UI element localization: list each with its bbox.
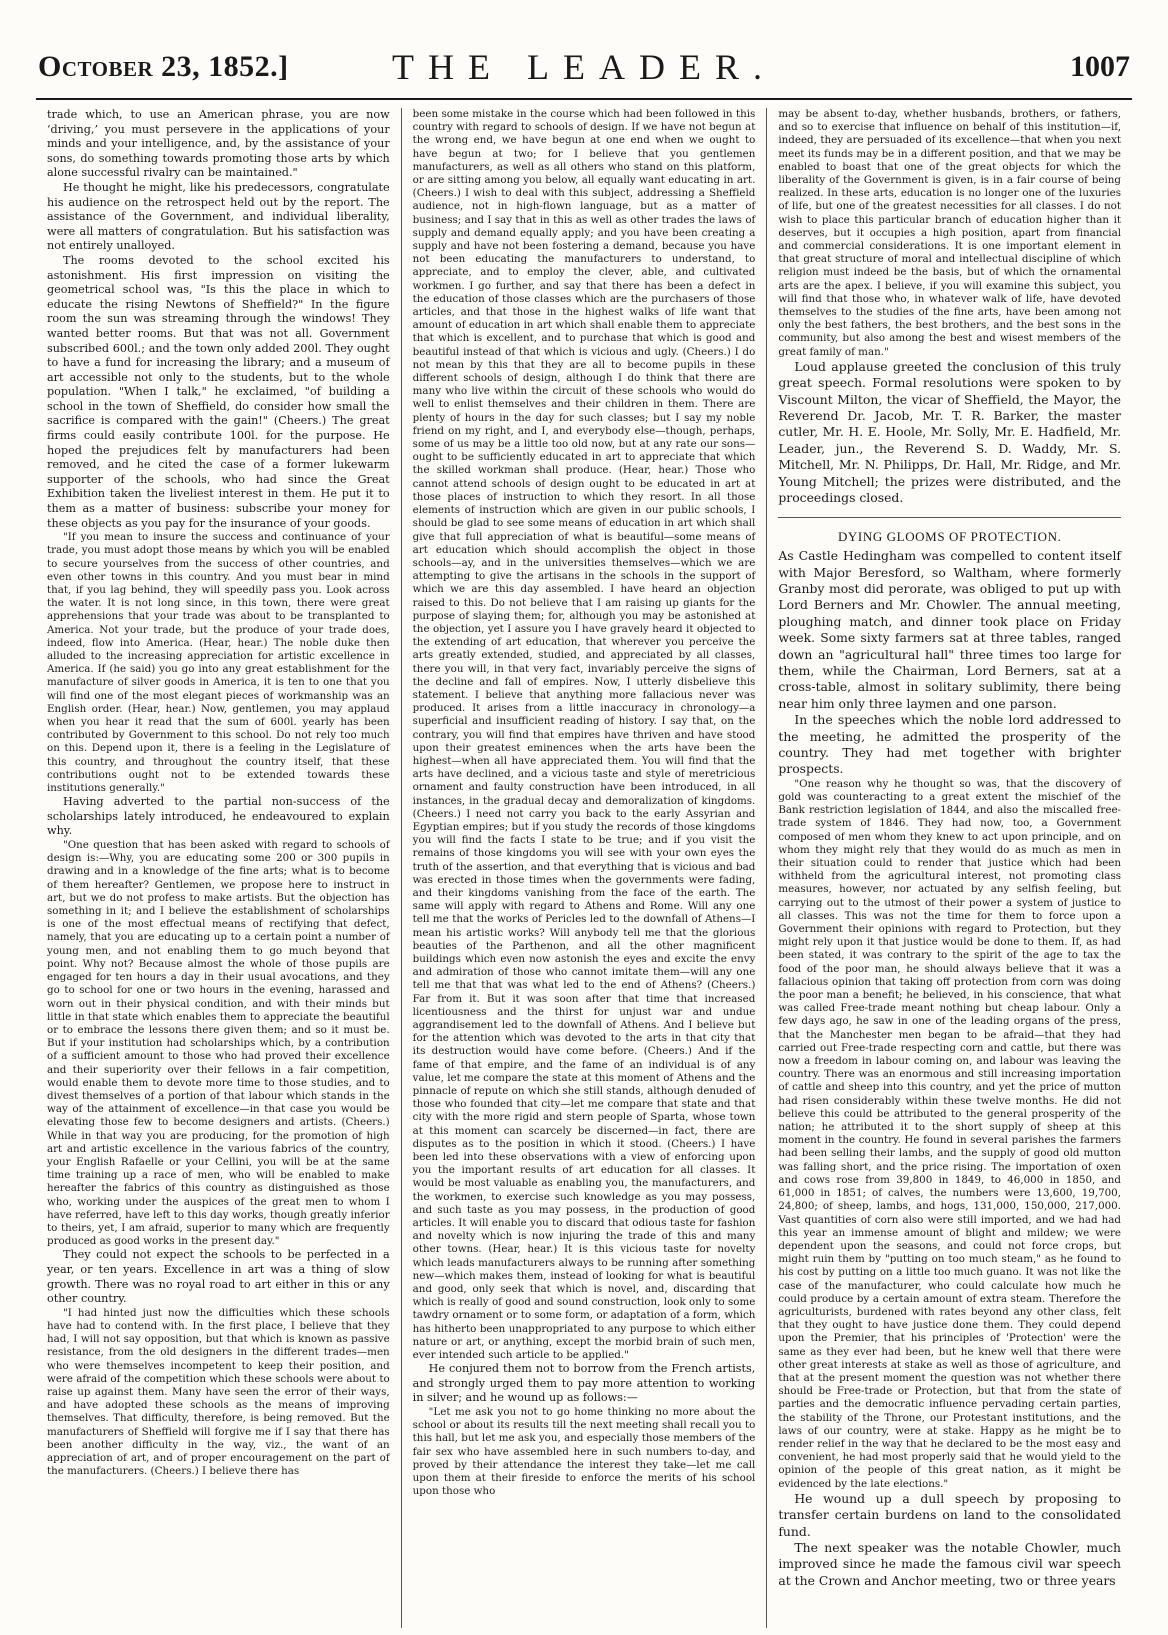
section-heading: DYING GLOOMS OF PROTECTION. <box>778 517 1121 545</box>
paragraph: "One question that has been asked with regard to schools of design is:—Why, you are educating some 200 or 300 pupils in drawing and in a knowledge of the fine arts; what is to become of them hereafter? Gentlemen, we propose here to instruct in art, but we do not profess to make artists. But the objection has something in it; and I believe the establishment of scholarships is one of the most effectual means of rectifying that defect, namely, that you are educating up to a certain point a number of young men, and not enabling them to go much beyond that point. Why not? Because almost the whole of those pupils are engaged for ten hours a day in their usual avocations, and they go to school for one or two hours in the evening, harassed and worn out in their physical condition, and with their minds but little in that state which enables them to appreciate the beautiful or to embrace the lessons there given them; and so it must be. But if your institution had scholarships which, by a contribution of a sufficient amount to those who had proved their excellence and their superiority over their fellows in a fair competition, would enable them to devote more time to those studies, and to divest themselves of a portion of that labour which stands in the way of the attainment of excellence—in that case you would be elevating those few to become designers and artists. (Cheers.) While in that way you are producing, for the promotion of high art and artistic excellence in the various fabrics of the country, your English Rafaelle or your Cellini, you will be at the same time training up a race of men, who will be enabled to make hereafter the fabrics of this country as distinguished as those who, working under the auspices of the great men to whom I have referred, have left to this day works, though greatly inferior to theirs, yet, I am afraid, superior to many which are frequently produced as good works in the present day." <box>47 839 390 1248</box>
paragraph: "One reason why he thought so was, that the discovery of gold was counteracting to a great extent the mischief of the Bank restriction legislation of 1844, and also the miscalled free-trade system of 1846. They had now, too, a Government composed of men whom they knew to act upon principle, and on whom they might rely that they would do as much as men in their situation could to render that justice which had been withheld from the agricultural interest, not promoting class measures, however, nor actuated by any selfish feeling, but carrying out to the utmost of their power a system of justice to all classes. This was not the time for them to force upon a Government their opinions with regard to Protection, but they might rely upon it that justice would be done to them. If, as had been stated, it was contrary to the spirit of the age to tax the food of the poor man, he should always believe that it was a fallacious opinion that taking off protection from corn was doing the poor man a benefit; he believed, in his conscience, that what was called Free-trade meant nothing but cheap labour. Only a few days ago, he saw in one of the leading organs of the press, that the Manchester men began to be afraid—that they had carried out Free-trade respecting corn and cattle, but there was now a freedom in labour coming on, and labour was leaving the country. There was an enormous and still increasing importation of cattle and sheep into this country, and yet the price of mutton had risen considerably within these twelve months. He did not believe this could be attributed to the general prosperity of the nation; he attributed it to the short supply of sheep at this moment in the country. He found in several parishes the farmers had been selling their lambs, and the supply of good old mutton was falling short, and the price rising. The importation of oxen and cows rose from 39,800 in 1849, to 46,000 in 1850, and 61,000 in 1851; of calves, the numbers were 13,600, 19,700, 24,800; of sheep, lambs, and hogs, 131,000, 150,000, 217,000. Vast quantities of corn also were still imported, and we had had this year an immense amount of blight and mildew; we were dependent upon the seasons, and could not force crops, but might ruin them by "putting on too much steam," as he found to his cost by putting on a little too much guano. It was not like the case of the manufacturer, who could calculate how much he could produce by a certain amount of extra steam. Therefore the agriculturists, burdened with rates beyond any other class, felt that they ought to have justice done them. They could depend upon the Premier, that his principles of 'Protection' were the same as they ever had been, but he knew well that there were other great interests at stake as well as those of agriculture, and that at the present moment the question was not whether there should be Free-trade or Protection, but that from the state of parties and the democratic influence pervading certain parties, the stability of the Throne, our Protestant institutions, and the laws of our country, were at stake. Happy as he might be to render relief in the way that he declared to be the most easy and convenient, he had most properly said that he would yield to the opinion of the people of this great nation, as it might be evidenced by the late elections." <box>778 777 1122 1490</box>
column-left <box>36 108 401 1628</box>
paragraph: He wound up a dull speech by proposing to transfer certain burdens on land to the consolidated fund. <box>778 1490 1122 1539</box>
paragraph: He conjured them not to borrow from the French artists, and strongly urged them to pay more attention to working in silver; and he wound up as follows:— <box>412 1362 756 1405</box>
paragraph: been some mistake in the course which had been followed in this country with regard to schools of design. If we have not begun at the wrong end, we have begun at one end when we ought to have begun at two; for I believe that you gentlemen manufacturers, as well as all others who stand on this platform, or are sitting among you below, all equally want educating in art. (Cheers.) I wish to deal with this subject, addressing a Sheffield audience, not in high-flown language, but as a matter of business; and I say that in this as well as other trades the laws of supply and demand equally apply; and you have been creating a supply and have not been fostering a demand, because you have not been educating the manufacturers to understand, to appreciate, and to employ the clever, able, and cultivated workmen. I go further, and say that there has been a defect in the education of those classes which are the purchasers of those articles, and that those in the highest walks of life want that amount of education in art which shall enable them to appreciate that which is excellent, and to purchase that which is good and beautiful instead of that which is vicious and ugly. (Cheers.) I do not mean by this that they are all to become pupils in these different schools of design, although I do think that there are many who live within the circuit of these schools who would do well to enlist themselves and their children in them. There are plenty of hours in the day for such classes; but I say my noble friend on my right, and I, and everybody else—though, perhaps, some of us may be a little too old now, but at any rate our sons—ought to be sufficiently educated in art to appreciate that which the skilled workman shall produce. (Hear, hear.) Those who cannot attend schools of design ought to be educated in art at those places of instruction to which they resort. In all those elements of instruction which are given in our public schools, I should be glad to see some means of education in art which shall give that full appreciation of what is beautiful—some means of art education which should accomplish the object in those schools—ay, and in the universities themselves—which we are attempting to give the artisans in the schools in the support of which we are this day assembled. I have heard an objection raised to this. Do not believe that I am raising up giants for the purpose of slaying them; for, although you may be astonished at the objection, yet I assure you I have gravely heard it objected to the extending of art education, that wherever you perceive the arts greatly extended, studied, and appreciated by all classes, there you will, in that very fact, invariably perceive the signs of the decline and fall of empires. Now, I utterly disbelieve this statement. I believe that anything more fallacious never was produced. It arises from a little inaccuracy in chronology—a superficial and insufficient reading of history. I say that, on the contrary, you will find that empires have thriven and have stood upon their greatest eminences when the arts have been the highest—when all have appreciated them. You will find that the arts have declined, and a vicious taste and style of meretricious ornament and faulty construction have been introduced, in all instances, in the gradual decay and demoralization of kingdoms. (Cheers.) I need not carry you back to the early Assyrian and Egyptian empires; but if you study the records of those kingdoms you will find the facts I state to be true; and if you visit the remains of those kingdoms you will see with your own eyes the truth of the assertion, and that everything that is vicious and bad was erected in those times when the governments were fading, and their kingdoms vanishing from the face of the earth. The same will apply with regard to Athens and Rome. Will any one tell me that the works of Pericles led to the downfall of Athens—I mean his artistic works? Will anybody tell me that the glorious beauties of the Parthenon, and all the other magnificent buildings which even now astonish the eyes and excite the envy and admiration of those who cannot imitate them—will any one tell me that that was what led to the end of Athens? (Cheers.) Far from it. But it was soon after that time that increased licentiousness and the thirst for unjust war and undue aggrandisement led to the downfall of Athens. And I believe but for the attention which was devoted to the arts in that city that its destruction would have come before. (Cheers.) And if the fame of that empire, and the fame of an individual is of any value, let me compare the state at this moment of Athens and the pinnacle of repute on which she still stands, although denuded of those who founded that city—let me compare that state and that city with the more rigid and stern people of Sparta, whose town at this moment can scarcely be discerned—in fact, there are disputes as to the position in which it stood. (Cheers.) I have been led into these observations with a view of enforcing upon you the important results of art education for all classes. It would be most valuable as enabling you, the manufacturers, and the workmen, to exercise such knowledge as you may possess, and such taste as you may possess, in the production of good articles. It will enable you to discard that odious taste for fashion and novelty which is now injuring the trade of this and many other towns. (Hear, hear.) It is this vicious taste for novelty which leads manufacturers always to be running after something new—which makes them, instead of looking for what is beautiful and good, only seek that which is novel, and, discarding that which is really of good and sound construction, look only to some tawdry ornament or to some form, or adaptation of a form, which has hitherto been unappropriated to any purpose to which either nature or art, or anything, except the morbid brain of such men, ever intended such article to be applied." <box>412 108 756 1362</box>
paragraph: The next speaker was the notable Chowler, much improved since he made the famous civil war speech at the Crown and Anchor meeting, two or three years <box>778 1539 1122 1588</box>
paragraph: trade which, to use an American phrase, you are now ‘driving,’ you must persevere in the applications of your minds and your intelligence, and, by the assistance of your sons, do something towards promoting those arts by which alone successful rivalry can be maintained." <box>47 108 390 180</box>
paragraph: Having adverted to the partial non-success of the scholarships lately introduced, he endeavoured to explain why. <box>47 795 390 838</box>
paragraph: They could not expect the schools to be perfected in a year, or ten years. Excellence in art was a thing of slow growth. There was no royal road to art either in this or any other country. <box>47 1248 390 1306</box>
paragraph: "If you mean to insure the success and continuance of your trade, you must adopt those means by which you will be enabled to secure yourselves from the success of other countries, and even other towns in this country. And you must bear in mind that, if you lag behind, they will speedily pass you. Look across the water. It is not long since, in this town, there were great apprehensions that your trade was about to be transplanted to America. Not your trade, but the produce of your trade does, indeed, flow into America. (Hear, hear.) The noble duke then alluded to the increasing appreciation for artistic excellence in America. If (he said) you go into any great establishment for the manufacture of silver goods in America, it is ten to one that you will find one of the most elegant pieces of workmanship was an English order. (Hear, hear.) Now, gentlemen, you may applaud when you hear it read that the sum of 600l. yearly has been contributed by Government to this school. Do not rely too much on this. Depend upon it, there is a feeling in the Legislature of this country, and throughout the country itself, that these contributions ought not to be extended towards these institutions generally." <box>47 531 390 795</box>
paragraph: In the speeches which the noble lord addressed to the meeting, he admitted the prosperity of the country. They had met together with brighter prospects. <box>778 712 1122 777</box>
page-number: 1007 <box>1070 50 1130 83</box>
article-columns <box>36 108 1132 1628</box>
newspaper-title: THE LEADER. <box>392 47 776 87</box>
paragraph: The rooms devoted to the school excited his astonishment. His first impression on visiting the geometrical school was, "Is this the place in which to educate the rising Newtons of Sheffield?" In the figure room the sun was streaming through the windows! They wanted better rooms. But that was not all. Government subscribed 600l.; and the town only added 200l. They ought to have a fund for increasing the library; and a museum of art accessible not only to the students, but to the whole population. "When I talk," he exclaimed, "of building a school in the town of Sheffield, do consider how small the sacrifice is compared with the gain!" (Cheers.) The great firms could easily contribute 100l. for the purpose. He hoped the prejudices felt by manufacturers had been removed, and he cited the case of a former lukewarm supporter of the schools, who had since the Great Exhibition taken the liveliest interest in them. He put it to them as a matter of business: subscribe your money for these objects as you pay for the insurance of your goods. <box>47 253 390 530</box>
paragraph: He thought he might, like his predecessors, congratulate his audience on the retrospect held out by the report. The assistance of the Government, and individual liberality, were all matters of congratulation. But his satisfaction was not entirely unalloyed. <box>47 180 390 253</box>
column-right <box>766 108 1132 1628</box>
issue-date: October 23, 1852.] <box>38 50 289 83</box>
column-middle <box>401 108 767 1628</box>
paragraph: may be absent to-day, whether husbands, brothers, or fathers, and so to exercise that influence on behalf of this institution—if, indeed, they are persuaded of its excellence—that when you next meet its funds may be in a different position, and that we may be enabled to boast that one of the great objects for which the liberality of the Government is given, is in a fair course of being realized. In these arts, education is no longer one of the luxuries of life, but one of the greatest necessities for all classes. I do not wish to place this particular branch of education higher than it deserves, but it occupies a high position, apart from financial and commercial considerations. It is one important element in that great structure of moral and intellectual discipline of which religion must indeed be the basis, but of which the ornamental arts are the apex. I believe, if you will examine this subject, you will find that those who, in whatever walk of life, have devoted themselves to the studies of the fine arts, have been among not only the best fathers, the best brothers, and the best sons in the community, but also among the best and wisest members of the great family of man." <box>778 108 1122 358</box>
paragraph: Loud applause greeted the conclusion of this truly great speech. Formal resolutions were spoken to by Viscount Milton, the vicar of Sheffield, the Mayor, the Reverend Dr. Jacob, Mr. T. R. Barker, the master cutler, Mr. H. E. Hoole, Mr. Solly, Mr. E. Hadfield, Mr. Leader, jun., the Reverend S. D. Waddy, Mr. S. Mitchell, Mr. N. Philipps, Dr. Hall, Mr. Ridge, and Mr. Young Mitchell; the prizes were distributed, and the proceedings closed. <box>778 358 1122 506</box>
paragraph: "Let me ask you not to go home thinking no more about the school or about its results till the next meeting shall recall you to this hall, but let me ask you, and especially those members of the fair sex who have assembled here in such numbers to-day, and proved by their attendance the interest they take—let me call upon them at their fireside to enforce the merits of his school upon those who <box>412 1406 756 1498</box>
masthead <box>36 36 1132 100</box>
paragraph: "I had hinted just now the difficulties which these schools have had to contend with. In the first place, I believe that they had, I will not say opposition, but that which is known as passive resistance, from the old designers in the different trades—men who were themselves incompetent to keep their position, and were afraid of the competition which these schools were about to raise up against them. Many have seen the error of their ways, and have adopted these schools as the means of improving themselves. That difficulty, therefore, is being removed. But the manufacturers of Sheffield will forgive me if I say that there has been another difficulty in the way, viz., the want of an appreciation of art, and of proper encouragement on the part of the manufacturers. (Cheers.) I believe there has <box>47 1306 390 1478</box>
paragraph: As Castle Hedingham was compelled to content itself with Major Beresford, so Waltham, where formerly Granby most did perorate, was obliged to put up with Lord Berners and Mr. Chowler. The annual meeting, ploughing match, and dinner took place on Friday week. Some sixty farmers sat at three tables, ranged down an "agricultural hall" three times too large for them, while the Chairman, Lord Berners, sat at a cross-table, almost in solitary sublimity, there being near him only three laymen and one parson. <box>778 548 1122 711</box>
